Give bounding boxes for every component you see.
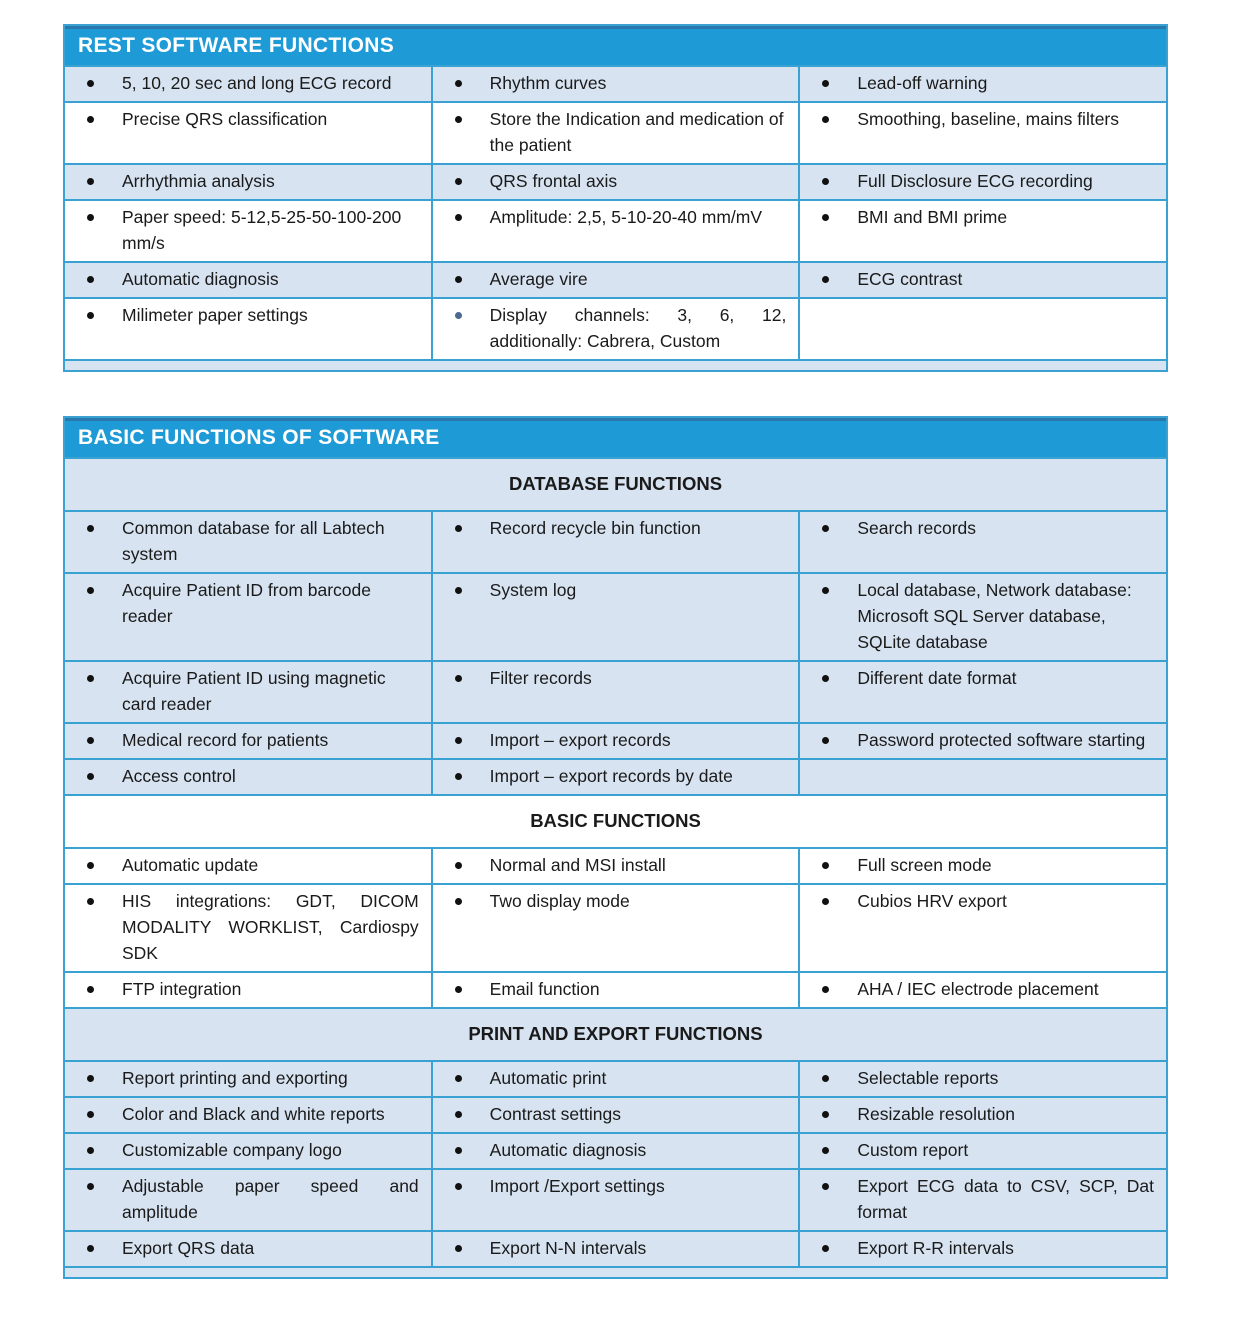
bullet-icon <box>455 898 462 905</box>
bullet-icon <box>87 1111 94 1118</box>
feature-cell <box>798 885 1166 971</box>
feature-cell <box>65 1232 431 1266</box>
feature-text: Adjustable paper speed and amplitude <box>122 1176 419 1222</box>
feature-cell <box>431 574 799 660</box>
feature-cell <box>431 1062 799 1096</box>
feature-text: Two display mode <box>489 891 630 911</box>
bullet-icon <box>822 1183 829 1190</box>
feature-text: Record recycle bin function <box>489 518 701 538</box>
bullet-icon <box>87 675 94 682</box>
feature-text: Selectable reports <box>857 1068 999 1088</box>
feature-cell <box>65 1062 431 1096</box>
bullet-icon <box>87 1245 94 1252</box>
bullet-icon <box>455 587 462 594</box>
feature-cell <box>431 103 799 163</box>
bullet-icon <box>455 312 462 319</box>
feature-text: FTP integration <box>122 979 242 999</box>
feature-text: Smoothing, baseline, mains filters <box>857 109 1119 129</box>
feature-cell <box>65 263 431 297</box>
bullet-icon <box>822 214 829 221</box>
feature-cell <box>65 973 431 1007</box>
bullet-icon <box>455 1075 462 1082</box>
feature-text: Customizable company logo <box>122 1140 342 1160</box>
table-row <box>65 722 1166 758</box>
feature-cell <box>798 1098 1166 1132</box>
feature-text: Average vire <box>489 269 588 289</box>
feature-cell <box>431 724 799 758</box>
table-row <box>65 572 1166 660</box>
feature-text: Import – export records by date <box>489 766 733 786</box>
bullet-icon <box>87 80 94 87</box>
feature-text: AHA / IEC electrode placement <box>857 979 1099 999</box>
feature-cell <box>798 1062 1166 1096</box>
feature-text: Lead-off warning <box>857 73 988 93</box>
section-subheader: BASIC FUNCTIONS <box>65 794 1166 847</box>
bullet-icon <box>87 898 94 905</box>
feature-cell <box>431 299 799 359</box>
table-row <box>65 163 1166 199</box>
feature-text: Common database for all Labtech system <box>122 518 385 564</box>
feature-text: Acquire Patient ID from barcode reader <box>122 580 372 626</box>
table-row <box>65 1168 1166 1230</box>
bullet-icon <box>455 1183 462 1190</box>
feature-text: Custom report <box>857 1140 969 1160</box>
bullet-icon <box>822 1245 829 1252</box>
feature-cell <box>798 662 1166 722</box>
bullet-icon <box>455 80 462 87</box>
bullet-icon <box>87 116 94 123</box>
table-row <box>65 1132 1166 1168</box>
bullet-icon <box>87 862 94 869</box>
feature-cell <box>798 103 1166 163</box>
bullet-icon <box>822 737 829 744</box>
bullet-icon <box>87 214 94 221</box>
feature-cell <box>65 299 431 359</box>
feature-cell <box>798 1232 1166 1266</box>
bullet-icon <box>87 178 94 185</box>
feature-cell <box>65 103 431 163</box>
table-row <box>65 199 1166 261</box>
feature-text: Rhythm curves <box>489 73 607 93</box>
feature-text: Display channels: 3, 6, 12, additionally: Cabrera, Custom <box>489 305 787 351</box>
feature-cell <box>798 67 1166 101</box>
table-row <box>65 847 1166 883</box>
bullet-icon <box>822 116 829 123</box>
bullet-icon <box>455 276 462 283</box>
feature-cell <box>431 1098 799 1132</box>
feature-text: Contrast settings <box>489 1104 621 1124</box>
empty-cell <box>798 760 1166 794</box>
bullet-icon <box>455 675 462 682</box>
bullet-icon <box>87 525 94 532</box>
table-row <box>65 660 1166 722</box>
bullet-icon <box>822 1111 829 1118</box>
feature-text: Color and Black and white reports <box>122 1104 385 1124</box>
feature-text: Export N-N intervals <box>489 1238 647 1258</box>
feature-text: Access control <box>122 766 236 786</box>
feature-cell <box>431 201 799 261</box>
table-row <box>65 65 1166 101</box>
feature-cell <box>431 1232 799 1266</box>
feature-cell <box>431 1134 799 1168</box>
feature-cell <box>798 165 1166 199</box>
feature-text: Local database, Network database: Microsoft SQL Server database, SQLite database <box>857 580 1132 652</box>
table-title-basic-functions-of-software: BASIC FUNCTIONS OF SOFTWARE <box>65 418 1166 457</box>
bullet-icon <box>455 986 462 993</box>
feature-cell <box>65 1098 431 1132</box>
bullet-icon <box>455 1147 462 1154</box>
section-subheader: PRINT AND EXPORT FUNCTIONS <box>65 1007 1166 1060</box>
feature-text: Medical record for patients <box>122 730 329 750</box>
bullet-icon <box>87 1147 94 1154</box>
feature-text: Resizable resolution <box>857 1104 1015 1124</box>
feature-cell <box>65 67 431 101</box>
feature-text: BMI and BMI prime <box>857 207 1008 227</box>
table-row <box>65 1060 1166 1096</box>
bullet-icon <box>822 178 829 185</box>
feature-cell <box>65 1134 431 1168</box>
feature-text: Paper speed: 5-12,5-25-50-100-200 mm/s <box>122 207 402 253</box>
bullet-icon <box>87 737 94 744</box>
bullet-icon <box>455 737 462 744</box>
bullet-icon <box>455 178 462 185</box>
feature-text: Arrhythmia analysis <box>122 171 275 191</box>
table-row <box>65 510 1166 572</box>
feature-text: Import /Export settings <box>489 1176 665 1196</box>
table-row <box>65 261 1166 297</box>
feature-text: Precise QRS classification <box>122 109 328 129</box>
feature-cell <box>798 724 1166 758</box>
feature-cell <box>65 760 431 794</box>
bullet-icon <box>87 587 94 594</box>
feature-cell <box>65 574 431 660</box>
table-footer-strip <box>65 1266 1166 1277</box>
bullet-icon <box>822 525 829 532</box>
feature-cell <box>65 724 431 758</box>
feature-cell <box>431 1170 799 1230</box>
bullet-icon <box>455 116 462 123</box>
rest-software-functions-table <box>63 24 1168 372</box>
bullet-icon <box>822 862 829 869</box>
bullet-icon <box>822 1075 829 1082</box>
feature-cell <box>431 662 799 722</box>
table-row <box>65 758 1166 794</box>
table-row <box>65 101 1166 163</box>
feature-text: Different date format <box>857 668 1017 688</box>
feature-text: HIS integrations: GDT, DICOM MODALITY WORKLIST, Cardiospy SDK <box>122 891 419 963</box>
feature-text: Milimeter paper settings <box>122 305 308 325</box>
feature-text: Cubios HRV export <box>857 891 1007 911</box>
feature-text: Report printing and exporting <box>122 1068 348 1088</box>
feature-text: Normal and MSI install <box>489 855 666 875</box>
bullet-icon <box>87 312 94 319</box>
feature-text: Export QRS data <box>122 1238 255 1258</box>
feature-text: ECG contrast <box>857 269 963 289</box>
bullet-icon <box>455 1111 462 1118</box>
bullet-icon <box>87 276 94 283</box>
bullet-icon <box>87 1075 94 1082</box>
feature-text: Amplitude: 2,5, 5-10-20-40 mm/mV <box>489 207 763 227</box>
feature-text: Automatic diagnosis <box>122 269 279 289</box>
feature-cell <box>65 512 431 572</box>
bullet-icon <box>822 1147 829 1154</box>
feature-cell <box>798 849 1166 883</box>
feature-cell <box>431 760 799 794</box>
feature-cell <box>431 849 799 883</box>
feature-cell <box>65 662 431 722</box>
feature-text: Automatic diagnosis <box>489 1140 647 1160</box>
table-row <box>65 297 1166 359</box>
table-footer-strip <box>65 359 1166 370</box>
feature-text: Acquire Patient ID using magnetic card reader <box>122 668 386 714</box>
feature-text: Search records <box>857 518 977 538</box>
section-subheader: DATABASE FUNCTIONS <box>65 457 1166 510</box>
feature-cell <box>65 201 431 261</box>
feature-cell <box>65 165 431 199</box>
feature-cell <box>65 849 431 883</box>
table-row <box>65 883 1166 971</box>
table-row <box>65 971 1166 1007</box>
feature-cell <box>798 1170 1166 1230</box>
feature-cell <box>798 201 1166 261</box>
feature-cell <box>65 1170 431 1230</box>
feature-cell <box>65 885 431 971</box>
table-row <box>65 1230 1166 1266</box>
bullet-icon <box>822 675 829 682</box>
bullet-icon <box>455 862 462 869</box>
feature-text: Full screen mode <box>857 855 992 875</box>
bullet-icon <box>455 773 462 780</box>
feature-cell <box>798 973 1166 1007</box>
bullet-icon <box>822 898 829 905</box>
feature-text: Password protected software starting <box>857 730 1146 750</box>
feature-cell <box>798 574 1166 660</box>
basic-functions-of-software-table <box>63 416 1168 1279</box>
bullet-icon <box>822 587 829 594</box>
feature-text: Automatic update <box>122 855 259 875</box>
feature-text: Email function <box>489 979 600 999</box>
bullet-icon <box>87 1183 94 1190</box>
bullet-icon <box>455 214 462 221</box>
bullet-icon <box>822 986 829 993</box>
table-row <box>65 1096 1166 1132</box>
feature-cell <box>798 1134 1166 1168</box>
feature-text: Filter records <box>489 668 592 688</box>
feature-cell <box>431 973 799 1007</box>
feature-cell <box>431 512 799 572</box>
feature-text: Export R-R intervals <box>857 1238 1014 1258</box>
bullet-icon <box>87 986 94 993</box>
table-title-rest-software-functions: REST SOFTWARE FUNCTIONS <box>65 26 1166 65</box>
feature-cell <box>431 67 799 101</box>
feature-text: QRS frontal axis <box>489 171 618 191</box>
feature-text: Store the Indication and medication of the patient <box>489 109 784 155</box>
feature-text: System log <box>489 580 577 600</box>
bullet-icon <box>822 80 829 87</box>
feature-text: Export ECG data to CSV, SCP, Dat format <box>857 1176 1155 1222</box>
feature-cell <box>798 263 1166 297</box>
bullet-icon <box>87 773 94 780</box>
feature-text: Import – export records <box>489 730 671 750</box>
feature-cell <box>431 263 799 297</box>
bullet-icon <box>822 276 829 283</box>
bullet-icon <box>455 1245 462 1252</box>
feature-cell <box>798 512 1166 572</box>
feature-text: Full Disclosure ECG recording <box>857 171 1093 191</box>
feature-cell <box>431 885 799 971</box>
feature-text: 5, 10, 20 sec and long ECG record <box>122 73 392 93</box>
feature-cell <box>431 165 799 199</box>
bullet-icon <box>455 525 462 532</box>
feature-text: Automatic print <box>489 1068 607 1088</box>
empty-cell <box>798 299 1166 359</box>
